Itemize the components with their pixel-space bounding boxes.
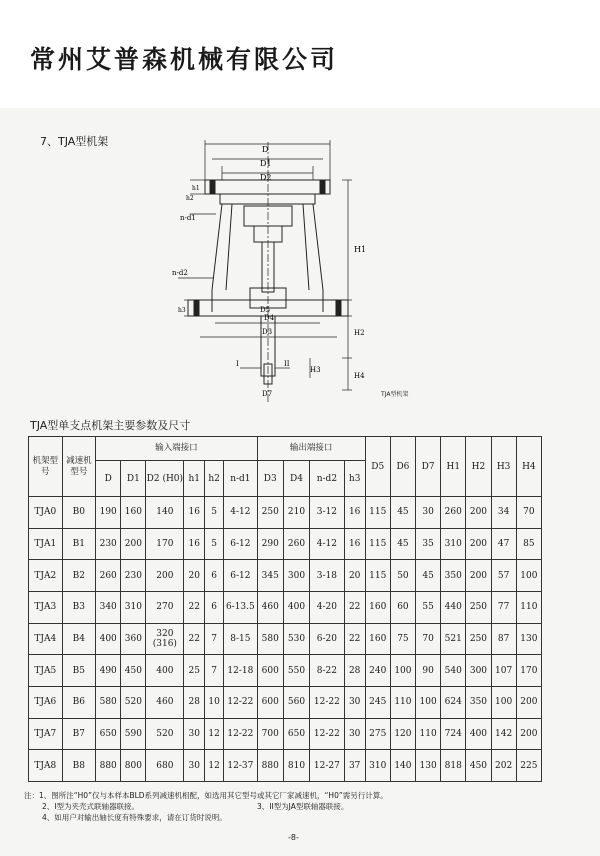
cell-nd2: 12-22 xyxy=(310,718,345,750)
cell-d5: 160 xyxy=(365,591,390,623)
cell-h1: 260 xyxy=(441,497,466,529)
cell-h1: 16 xyxy=(184,528,205,560)
table-row xyxy=(29,560,542,592)
cell-d6: 100 xyxy=(390,655,415,687)
cell-h4: 170 xyxy=(516,655,541,687)
cell-d7: 35 xyxy=(416,528,441,560)
cell-d6: 140 xyxy=(390,750,415,782)
cell-d3: 290 xyxy=(257,528,283,560)
cell-h1: 30 xyxy=(184,750,205,782)
table-row xyxy=(29,623,542,655)
table-row xyxy=(29,718,542,750)
cell-r: B0 xyxy=(62,497,96,529)
cell-h4: 200 xyxy=(516,718,541,750)
th-reducer-model: 减速机型号 xyxy=(62,437,96,497)
cell-nd1: 12-18 xyxy=(224,655,258,687)
cell-nd2: 3-12 xyxy=(310,497,345,529)
cell-d6: 110 xyxy=(390,686,415,718)
cell-h1: 440 xyxy=(441,591,466,623)
cell-d7: 130 xyxy=(416,750,441,782)
cell-h3: 22 xyxy=(344,623,365,655)
cell-h2: 7 xyxy=(205,623,224,655)
label-H3: H3 xyxy=(310,366,321,374)
cell-h1: 22 xyxy=(184,591,205,623)
cell-d4: 300 xyxy=(283,560,309,592)
label-D7: D7 xyxy=(262,390,273,398)
cell-h2: 300 xyxy=(466,655,491,687)
cell-nd1: 6-12 xyxy=(224,560,258,592)
cell-nd1: 4-12 xyxy=(224,497,258,529)
cell-h2: 200 xyxy=(466,528,491,560)
label-D2: D2 xyxy=(260,173,272,182)
cell-d1: 160 xyxy=(121,497,146,529)
cell-d2: 520 xyxy=(146,718,184,750)
table-row xyxy=(29,591,542,623)
cell-d5: 275 xyxy=(365,718,390,750)
cell-d3: 700 xyxy=(257,718,283,750)
label-I: I xyxy=(236,360,239,368)
th-D1: D1 xyxy=(121,461,146,497)
cell-d1: 450 xyxy=(121,655,146,687)
cell-nd1: 12-37 xyxy=(224,750,258,782)
cell-d1: 520 xyxy=(121,686,146,718)
label-H2: H2 xyxy=(354,329,365,337)
cell-d2: 270 xyxy=(146,591,184,623)
cell-d4: 400 xyxy=(283,591,309,623)
cell-d4: 260 xyxy=(283,528,309,560)
cell-h2: 12 xyxy=(205,718,224,750)
cell-d6: 120 xyxy=(390,718,415,750)
cell-d6: 45 xyxy=(390,497,415,529)
label-h1: h1 xyxy=(192,185,200,192)
cell-h2: 6 xyxy=(205,560,224,592)
cell-h3: 47 xyxy=(491,528,516,560)
cell-d3: 880 xyxy=(257,750,283,782)
cell-d4: 550 xyxy=(283,655,309,687)
label-H4: H4 xyxy=(354,372,365,380)
label-h2: h2 xyxy=(186,195,194,202)
table-title: TJA型单支点机架主要参数及尺寸 xyxy=(30,419,191,432)
cell-nd2: 3-18 xyxy=(310,560,345,592)
cell-d: 340 xyxy=(96,591,121,623)
cell-r: B6 xyxy=(62,686,96,718)
cell-m: TJA0 xyxy=(29,497,63,529)
label-H1: H1 xyxy=(354,245,367,254)
cell-m: TJA2 xyxy=(29,560,63,592)
cell-d: 880 xyxy=(96,750,121,782)
label-D: D xyxy=(262,145,269,154)
cell-h3: 30 xyxy=(344,686,365,718)
cell-h1: 16 xyxy=(184,497,205,529)
cell-d6: 50 xyxy=(390,560,415,592)
th-H4: H4 xyxy=(516,437,541,497)
table-row xyxy=(29,497,542,529)
cell-h2: 7 xyxy=(205,655,224,687)
frame-drawing xyxy=(150,140,450,410)
cell-d1: 360 xyxy=(121,623,146,655)
cell-d2: 460 xyxy=(146,686,184,718)
label-nd1: n-d1 xyxy=(180,214,196,222)
note-1: 注：1、图所注“H0”仅与本样本BLD系列减速机相配，如选用其它型号或其它厂家减速机，“H0”需另行计算。 xyxy=(24,791,388,800)
cell-h4: 225 xyxy=(516,750,541,782)
cell-h1: 540 xyxy=(441,655,466,687)
cell-d: 190 xyxy=(96,497,121,529)
cell-h2: 200 xyxy=(466,497,491,529)
th-D: D xyxy=(96,461,121,497)
cell-h4: 100 xyxy=(516,560,541,592)
cell-r: B3 xyxy=(62,591,96,623)
cell-h2: 5 xyxy=(205,497,224,529)
cell-nd1: 8-15 xyxy=(224,623,258,655)
cell-nd1: 6-13.5 xyxy=(224,591,258,623)
cell-h3: 142 xyxy=(491,718,516,750)
cell-h1: 350 xyxy=(441,560,466,592)
label-II: II xyxy=(284,360,290,368)
top-flange xyxy=(205,180,330,194)
label-nd2: n-d2 xyxy=(172,269,188,277)
cell-d: 490 xyxy=(96,655,121,687)
drawing-caption: TJA型机架 xyxy=(381,391,409,398)
cell-d3: 600 xyxy=(257,655,283,687)
cell-h4: 70 xyxy=(516,497,541,529)
cell-h3: 16 xyxy=(344,528,365,560)
cell-d3: 345 xyxy=(257,560,283,592)
cell-h2: 200 xyxy=(466,560,491,592)
th-H2: H2 xyxy=(466,437,491,497)
cell-d: 580 xyxy=(96,686,121,718)
cell-d5: 240 xyxy=(365,655,390,687)
cell-m: TJA3 xyxy=(29,591,63,623)
cell-h3: 30 xyxy=(344,718,365,750)
cell-d4: 650 xyxy=(283,718,309,750)
cell-d: 230 xyxy=(96,528,121,560)
th-D3: D3 xyxy=(257,461,283,497)
cell-h3: 22 xyxy=(344,591,365,623)
table-row xyxy=(29,528,542,560)
table-row xyxy=(29,686,542,718)
cell-h3: 37 xyxy=(344,750,365,782)
label-D5: D5 xyxy=(260,306,271,314)
cell-d6: 75 xyxy=(390,623,415,655)
cell-d2: 200 xyxy=(146,560,184,592)
cell-h1: 310 xyxy=(441,528,466,560)
cell-h4: 85 xyxy=(516,528,541,560)
cell-h3: 202 xyxy=(491,750,516,782)
cell-h4: 130 xyxy=(516,623,541,655)
cell-h2: 450 xyxy=(466,750,491,782)
cell-h2: 12 xyxy=(205,750,224,782)
cell-r: B1 xyxy=(62,528,96,560)
label-D4: D4 xyxy=(264,314,275,322)
cell-d7: 90 xyxy=(416,655,441,687)
cell-d6: 60 xyxy=(390,591,415,623)
cell-d5: 115 xyxy=(365,528,390,560)
th-H1: H1 xyxy=(441,437,466,497)
cell-h3: 28 xyxy=(344,655,365,687)
th-h2: h2 xyxy=(205,461,224,497)
cell-r: B5 xyxy=(62,655,96,687)
cell-d6: 45 xyxy=(390,528,415,560)
cell-h1: 521 xyxy=(441,623,466,655)
cell-m: TJA4 xyxy=(29,623,63,655)
cell-nd2: 4-12 xyxy=(310,528,345,560)
note-3: 3、II型为JA型联轴器联接。 xyxy=(256,802,349,811)
cell-r: B2 xyxy=(62,560,96,592)
cell-h4: 200 xyxy=(516,686,541,718)
cell-h1: 818 xyxy=(441,750,466,782)
cell-nd2: 8-22 xyxy=(310,655,345,687)
cell-nd2: 12-22 xyxy=(310,686,345,718)
cell-d1: 200 xyxy=(121,528,146,560)
cell-nd2: 6-20 xyxy=(310,623,345,655)
cell-d7: 100 xyxy=(416,686,441,718)
cell-d3: 600 xyxy=(257,686,283,718)
th-h1: h1 xyxy=(184,461,205,497)
th-nd1: n-d1 xyxy=(224,461,258,497)
cell-d2: 320 (316) xyxy=(146,623,184,655)
cell-h3: 57 xyxy=(491,560,516,592)
cell-h3: 34 xyxy=(491,497,516,529)
cell-d3: 580 xyxy=(257,623,283,655)
cell-h3: 107 xyxy=(491,655,516,687)
cell-h2: 250 xyxy=(466,623,491,655)
cell-d1: 310 xyxy=(121,591,146,623)
cell-h2: 250 xyxy=(466,591,491,623)
page-number: -8- xyxy=(288,833,299,842)
cell-h3: 16 xyxy=(344,497,365,529)
th-nd2: n-d2 xyxy=(310,461,345,497)
cell-h1: 724 xyxy=(441,718,466,750)
label-D3: D3 xyxy=(262,328,273,336)
label-D1: D1 xyxy=(260,159,272,168)
cell-d3: 460 xyxy=(257,591,283,623)
cell-h1: 624 xyxy=(441,686,466,718)
cell-d7: 45 xyxy=(416,560,441,592)
table-row xyxy=(29,655,542,687)
cell-h3: 77 xyxy=(491,591,516,623)
cell-m: TJA1 xyxy=(29,528,63,560)
cell-m: TJA7 xyxy=(29,718,63,750)
cell-d2: 400 xyxy=(146,655,184,687)
note-2-3 xyxy=(24,801,388,812)
th-D5: D5 xyxy=(365,437,390,497)
cell-nd1: 12-22 xyxy=(224,718,258,750)
cell-nd1: 6-12 xyxy=(224,528,258,560)
notes xyxy=(24,790,388,823)
cell-d4: 530 xyxy=(283,623,309,655)
cell-h1: 25 xyxy=(184,655,205,687)
cell-m: TJA5 xyxy=(29,655,63,687)
th-D4: D4 xyxy=(283,461,309,497)
cell-d5: 115 xyxy=(365,560,390,592)
cell-d2: 170 xyxy=(146,528,184,560)
cell-d3: 250 xyxy=(257,497,283,529)
cell-d: 260 xyxy=(96,560,121,592)
th-D2: D2 (H0) xyxy=(146,461,184,497)
company-name: 常州艾普森机械有限公司 xyxy=(30,45,339,74)
cell-d2: 140 xyxy=(146,497,184,529)
cell-h1: 28 xyxy=(184,686,205,718)
cell-d1: 590 xyxy=(121,718,146,750)
th-input-group: 输入端接口 xyxy=(96,437,258,461)
cell-h2: 6 xyxy=(205,591,224,623)
cell-m: TJA6 xyxy=(29,686,63,718)
cell-d7: 30 xyxy=(416,497,441,529)
cell-d1: 800 xyxy=(121,750,146,782)
cell-r: B8 xyxy=(62,750,96,782)
spec-table xyxy=(28,436,542,782)
cell-d5: 245 xyxy=(365,686,390,718)
cell-h1: 20 xyxy=(184,560,205,592)
th-H3: H3 xyxy=(491,437,516,497)
cell-d5: 160 xyxy=(365,623,390,655)
cell-h3: 87 xyxy=(491,623,516,655)
cell-d4: 810 xyxy=(283,750,309,782)
cell-h1: 30 xyxy=(184,718,205,750)
table-row xyxy=(29,750,542,782)
spec-table-body xyxy=(29,497,542,782)
cell-h3: 20 xyxy=(344,560,365,592)
cell-h1: 22 xyxy=(184,623,205,655)
cell-nd2: 12-27 xyxy=(310,750,345,782)
cell-r: B4 xyxy=(62,623,96,655)
cell-h2: 400 xyxy=(466,718,491,750)
cell-h4: 110 xyxy=(516,591,541,623)
cell-r: B7 xyxy=(62,718,96,750)
th-h3: h3 xyxy=(344,461,365,497)
cell-d7: 110 xyxy=(416,718,441,750)
cell-nd1: 12-22 xyxy=(224,686,258,718)
cell-d5: 310 xyxy=(365,750,390,782)
th-output-group: 输出端接口 xyxy=(257,437,365,461)
cell-m: TJA8 xyxy=(29,750,63,782)
cell-h2: 10 xyxy=(205,686,224,718)
label-h3: h3 xyxy=(178,307,186,314)
cell-d7: 55 xyxy=(416,591,441,623)
cell-d4: 560 xyxy=(283,686,309,718)
cell-d2: 680 xyxy=(146,750,184,782)
cell-d7: 70 xyxy=(416,623,441,655)
cell-d4: 210 xyxy=(283,497,309,529)
cell-d: 400 xyxy=(96,623,121,655)
note-4: 4、如用户对输出轴长度有特殊要求，请在订货时说明。 xyxy=(42,813,227,822)
cell-h2: 350 xyxy=(466,686,491,718)
cell-h2: 5 xyxy=(205,528,224,560)
section-title: 7、TJA型机架 xyxy=(40,135,109,148)
th-D7: D7 xyxy=(416,437,441,497)
cell-h3: 100 xyxy=(491,686,516,718)
note-2: 2、I型为夹壳式联轴器联接。 xyxy=(42,802,139,811)
th-frame-model: 机架型号 xyxy=(29,437,63,497)
cell-d1: 230 xyxy=(121,560,146,592)
cell-nd2: 4-20 xyxy=(310,591,345,623)
cell-d5: 115 xyxy=(365,497,390,529)
th-D6: D6 xyxy=(390,437,415,497)
cell-d: 650 xyxy=(96,718,121,750)
